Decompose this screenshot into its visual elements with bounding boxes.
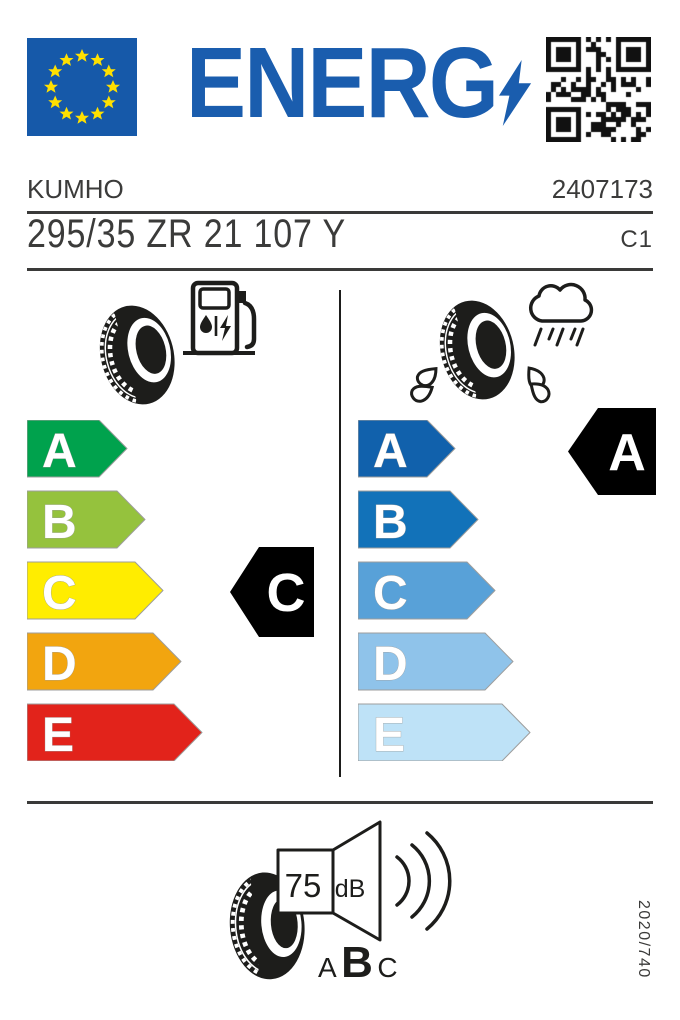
tyre-class: C1 [620,226,653,253]
tire-3d-icon [92,298,185,410]
wet-grade-label-c: C [373,567,408,620]
tire-3d-icon [430,293,525,408]
sound-waves-icon [397,833,450,929]
fuel-efficiency-scale [27,420,207,761]
eu-flag [27,38,137,136]
noise-section [210,815,460,1015]
noise-class-letters [318,938,398,987]
noise-value: 75 [284,867,322,904]
lightning-bolt-icon [499,60,533,126]
type-identifier: 2407173 [551,174,653,204]
noise-class-b: B [341,938,373,987]
section-divider [339,290,341,777]
noise-class-a: A [318,952,337,983]
wet-grip-rating-indicator [568,408,656,495]
qr-code [546,37,651,142]
wet-grade-label-b: B [373,496,408,549]
fuel-grade-label-a: A [42,425,77,478]
fuel-rating-letter: C [266,563,306,623]
noise-unit: dB [334,875,366,903]
fuel-grade-label-b: B [42,496,77,549]
fuel-grade-label-e: E [42,709,75,761]
tire-rain-icon [408,275,603,410]
fuel-pump-icon [183,283,255,353]
noise-class-c: C [377,952,398,983]
separator-rule-2 [27,268,653,271]
fuel-grade-label-c: C [42,567,77,620]
wet-grip-scale [358,420,533,761]
regulation-number: 2020/740 [635,900,652,979]
rain-cloud-icon [531,285,592,345]
wet-grade-label-a: A [373,425,408,478]
size-row [27,212,653,257]
tire-fuel-icon [92,275,262,410]
separator-rule-3 [27,801,653,804]
energ-logo: ENERG [186,27,498,139]
fuel-grade-label-d: D [42,638,77,691]
wet-grip-rating-letter: A [608,424,646,482]
wet-grade-label-e: E [373,709,406,761]
supplier-name: KUMHO [27,174,124,204]
tyre-size: 295/35 ZR 21 107 Y [27,212,347,256]
wet-grade-label-d: D [373,638,408,691]
brand-row [27,174,653,205]
fuel-rating-indicator [230,547,314,637]
